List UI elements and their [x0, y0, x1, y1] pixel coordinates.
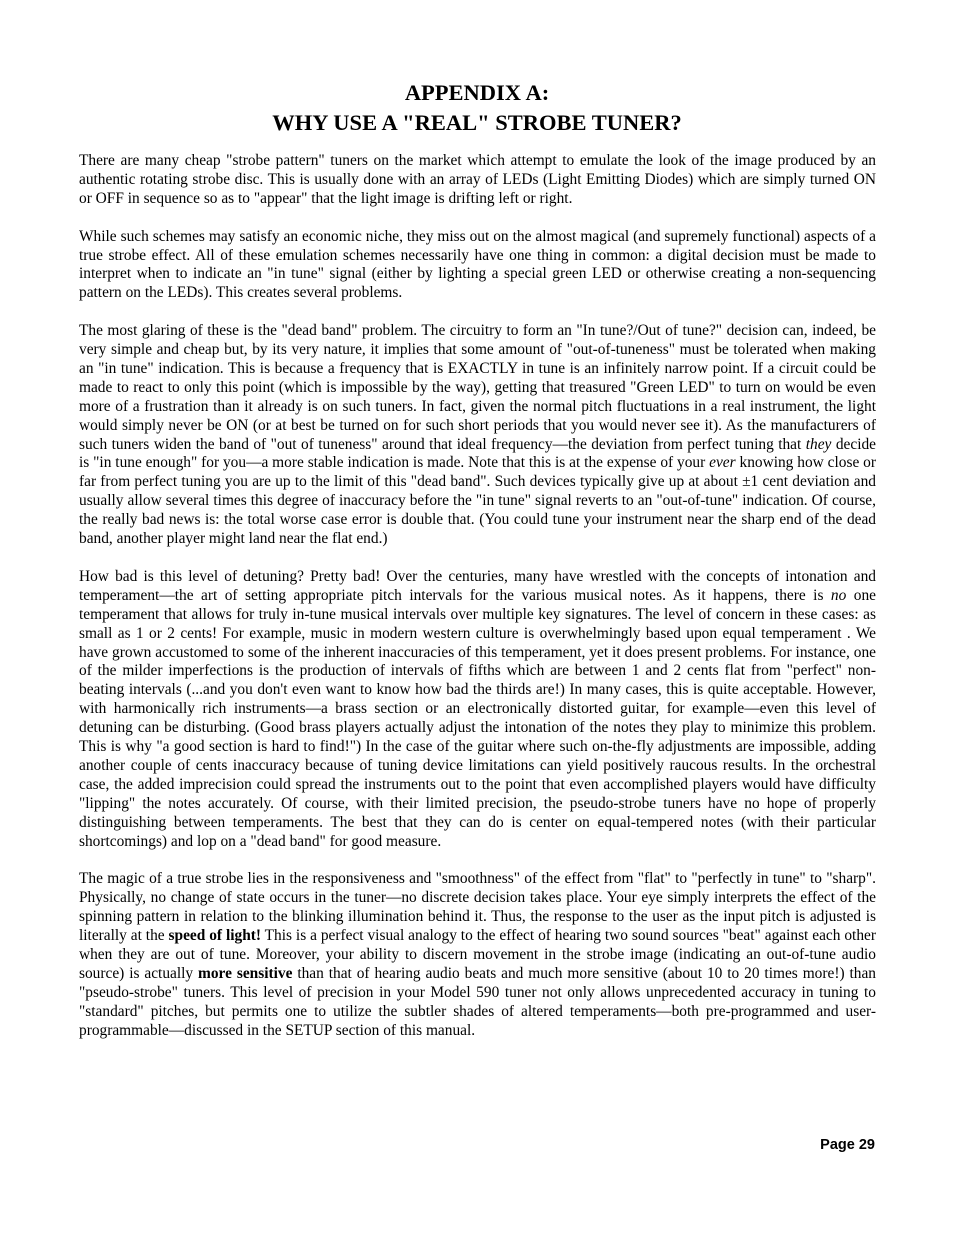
bold-text: more sensitive: [198, 964, 293, 982]
body-text: [79, 152, 876, 1059]
paragraph: [79, 568, 876, 852]
text-run: knowing how close or far from perfect tuning you are up to the limit of this "dead band". Such devices typically give up at about ±1 cent deviation and usually allow several times this degree of inaccuracy before the "in tune" signal reverts to an "out-of-tune" indication. Of course, the really bad news is: the total worse case error is double that. (You could tune your instrument near the sharp end of the dead band, another player might land near the flat end.): [79, 454, 876, 548]
paragraph: [79, 870, 876, 1040]
italic-text: ever: [709, 454, 736, 472]
text-run: The magic of a true strobe lies in the responsiveness and "smoothness" of the effect from "flat" to "perfectly in tune" to "sharp". Physically, no change of state occurs in the tuner—no discrete decision takes place. Your eye simply interprets the effect of the spinning pattern in relation to the blinking illumination behind it. Thus, the response to the user as the input pitch is adjusted is literally at the: [79, 870, 876, 945]
text-run: decide is "in tune enough" for you—a more stable indication is made. Note that this is at the expense of your: [79, 435, 876, 472]
text-run: While such schemes may satisfy an economic niche, they miss out on the almost magical (and supremely functional) aspects of a true strobe effect. All of these emulation schemes necessarily have one thing in common: a digital decision must be made to interpret when to indicate an "in tune" signal (either by lighting a special green LED or otherwise creating a non-sequencing pattern on the LEDs). This creates several problems.: [79, 227, 876, 302]
text-run: than that of hearing audio beats and much more sensitive (about 10 to 20 times more!) than "pseudo-strobe" tuners. This level of precision in your Model 590 tuner not only allows unprecedented accuracy in tuning to "standard" pitches, but permits one to utilize the subtler shades of altered temperaments—both pre-programmed and user-programmable—discussed in the SETUP section of this manual.: [79, 964, 876, 1039]
text-run: This is a perfect visual analogy to the effect of hearing two sound sources "beat" against each other when they are out of tune. Moreover, your ability to discern movement in the strobe image (indicating an out-of-tune audio source) is actually: [79, 927, 876, 982]
italic-text: no: [830, 586, 847, 604]
text-run: How bad is this level of detuning? Pretty bad! Over the centuries, many have wrestled with the concepts of intonation and temperament—the art of setting appropriate pitch intervals for the various musical notes. As it happens, there is: [79, 567, 876, 604]
appendix-title: [0, 78, 954, 138]
paragraph: [79, 228, 876, 304]
title-line-2: WHY USE A "REAL" STROBE TUNER?: [272, 110, 682, 135]
page-number: Page 29: [820, 1137, 875, 1153]
italic-text: they: [805, 435, 832, 453]
bold-text: speed of light!: [168, 927, 262, 945]
text-run: There are many cheap "strobe pattern" tuners on the market which attempt to emulate the look of the image produced by an authentic rotating strobe disc. This is usually done with an array of LEDs (Light Emitting Diodes) which are simply turned ON or OFF in sequence so as to "appear" that the light image is drifting left or right.: [79, 152, 876, 207]
text-run: one temperament that allows for truly in-tune musical intervals over multiple key signatures. The level of concern in these cases: as small as 1 or 2 cents! For example, music in modern western culture is overwhelmingly based upon equal temperament . We have grown accustomed to some of the inherent inaccuracies of this temperament, yet it does present problems. For instance, one of the milder imperfections is the production of intervals of fifths which are between 1 and 2 cents flat from "perfect" non-beating intervals (...and you don't even want to know how bad the thirds are!) In many cases, this is quite acceptable. However, with harmonically rich instruments—a brass section or an electronically distorted guitar, for example—even this level of detuning can be disturbing. (Good brass players actually adjust the intonation of the notes they play to minimize this problem. This is why "a good section is hard to find!") In the case of the guitar where such on-the-fly adjustments are impossible, adding another couple of cents inaccuracy because of tuning device limitations can yield positively raucous results. In the orchestral case, the added imprecision could spread the instruments out to the point that even accomplished players would have difficulty "lipping" the notes accurately. Of course, with their limited precision, the pseudo-strobe tuners have no hope of properly distinguishing between temperaments. The best that they can do is center on equal-tempered notes (with their particular shortcomings) and lop on a "dead band" for good measure.: [79, 586, 876, 850]
title-line-1: APPENDIX A:: [404, 80, 550, 105]
paragraph: [79, 152, 876, 209]
text-run: The most glaring of these is the "dead band" problem. The circuitry to form an "In tune?/Out of tune?" decision can, indeed, be very simple and cheap but, by its very nature, it implies that some amount of "out-of-tuneness" must be tolerated when making an "in tune" indication. This is because a frequency that is EXACTLY in tune is an infinitely narrow point. If a circuit could be made to react to only this point (which is impossible by the way), getting that treasured "Green LED" to turn on would be even more of a frustration than it already is on such tuners. In fact, given the normal pitch fluctuations in a real instrument, the light would simply never be ON (or at best be turned on for such short periods that you would never see it). As the manufacturers of such tuners widen the band of "out of tuneness" around that ideal frequency—the deviation from perfect tuning that: [79, 322, 876, 453]
paragraph: [79, 322, 876, 549]
